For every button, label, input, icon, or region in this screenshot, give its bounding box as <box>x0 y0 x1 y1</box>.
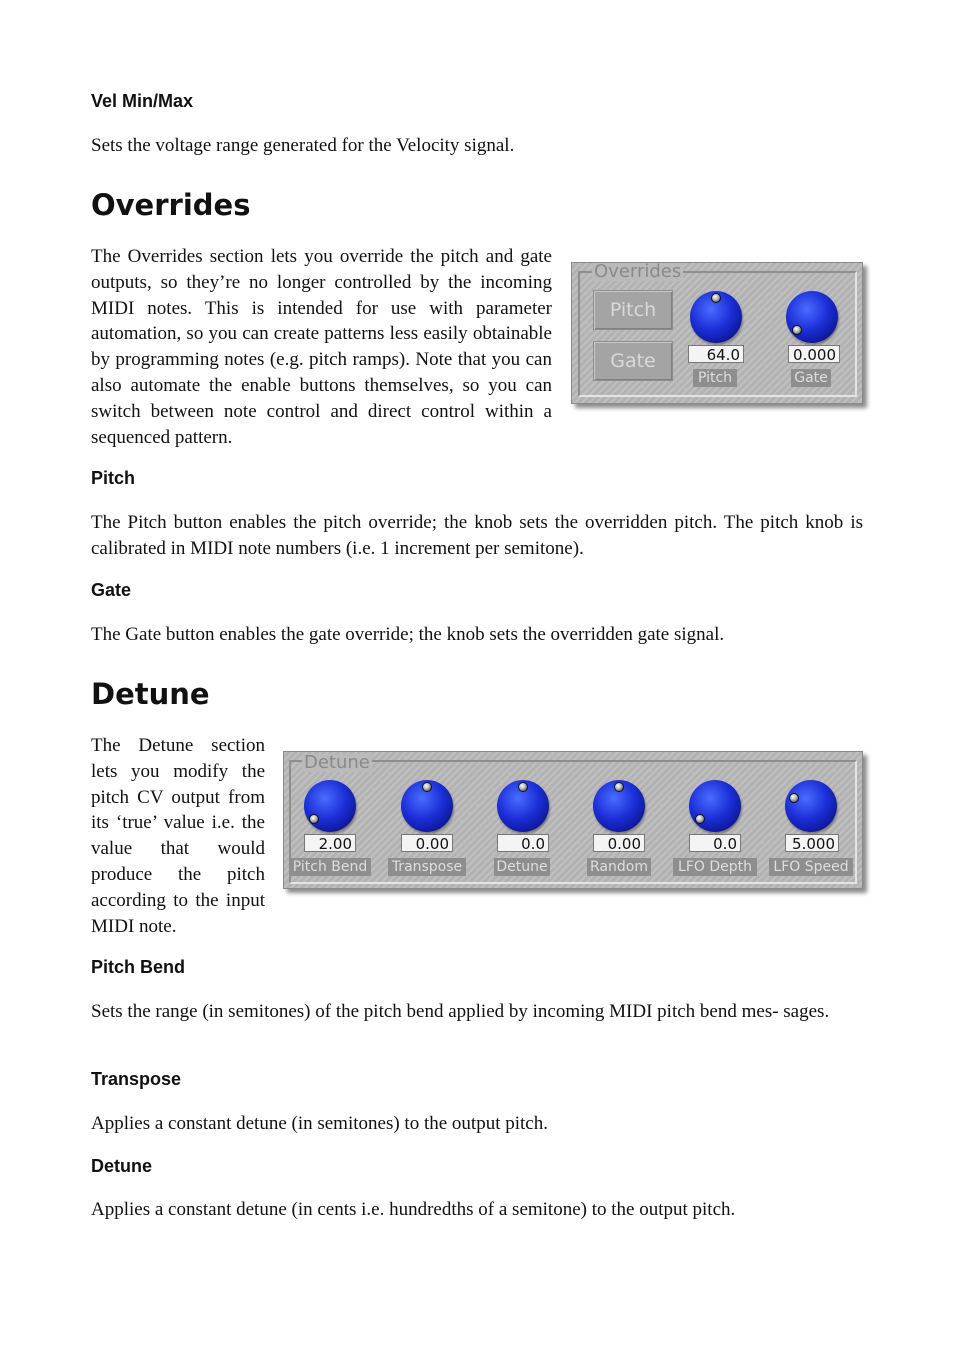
knob-indicator-icon <box>518 782 528 792</box>
pitch-bend-text: Sets the range (in semitones) of the pitch bend applied by incoming MIDI pitch bend mes- sages. <box>91 1001 830 1022</box>
gate-knob-label: Gate <box>791 369 831 387</box>
transpose-text: Applies a constant detune (in semitones) to the output pitch. <box>91 1113 548 1134</box>
vel-min-max-text: Sets the voltage range generated for the Velocity signal. <box>91 135 515 156</box>
detune-label: Detune <box>494 858 550 876</box>
gate-knob[interactable] <box>786 291 838 343</box>
transpose-label: Transpose <box>388 858 466 876</box>
pitch-knob[interactable] <box>690 291 742 343</box>
detune-value-field[interactable]: 0.0 <box>497 834 549 852</box>
lfo-depth-label: LFO Depth <box>673 858 757 876</box>
lfo-depth-value-field[interactable]: 0.0 <box>689 834 741 852</box>
detune-param-text: Applies a constant detune (in cents i.e. hundredths of a semitone) to the output pitch. <box>91 1199 736 1220</box>
overrides-panel <box>571 262 863 404</box>
gate-override-button[interactable]: Gate <box>593 341 673 381</box>
knob-indicator-icon <box>711 293 721 303</box>
heading-overrides: Overrides <box>91 188 251 222</box>
heading-transpose: Transpose <box>91 1069 182 1089</box>
pitch-text: The Pitch button enables the pitch override; the knob sets the overridden pitch. The pitch knob is calibrated in MIDI note numbers (i.e. 1 increment per semitone). <box>91 512 863 559</box>
knob-indicator-icon <box>422 782 432 792</box>
lfo-depth-knob[interactable] <box>689 780 741 832</box>
knob-indicator-icon <box>309 814 319 824</box>
transpose-value-field[interactable]: 0.00 <box>401 834 453 852</box>
overrides-intro: The Overrides section lets you override the pitch and gate outputs, so they’re no longer controlled by the incoming MIDI notes. This is intended for use with parameter automation, so you can create patterns less easily obtainable by programming notes (e.g. pitch ramps). Note that you can also automate the enable buttons themselves, so you can switch between note control and direct control within a sequenced pattern. <box>91 246 552 448</box>
detune-panel-title: Detune <box>304 752 370 773</box>
heading-gate: Gate <box>91 580 132 600</box>
overrides-panel-title: Overrides <box>594 261 682 282</box>
gate-value-field[interactable]: 0.000 <box>788 345 840 363</box>
knob-indicator-icon <box>614 782 624 792</box>
knob-indicator-icon <box>792 325 802 335</box>
pitch-knob-label: Pitch <box>693 369 737 387</box>
knob-indicator-icon <box>789 793 799 803</box>
knob-indicator-icon <box>695 814 705 824</box>
lfo-speed-knob[interactable] <box>785 780 837 832</box>
detune-panel <box>283 751 863 889</box>
pitch-value-field[interactable]: 64.0 <box>688 345 744 363</box>
heading-detune: Detune <box>91 677 210 711</box>
random-label: Random <box>587 858 651 876</box>
transpose-knob[interactable] <box>401 780 453 832</box>
pitch-bend-knob[interactable] <box>304 780 356 832</box>
detune-knob[interactable] <box>497 780 549 832</box>
pitch-bend-value-field[interactable]: 2.00 <box>304 834 356 852</box>
lfo-speed-label: LFO Speed <box>769 858 853 876</box>
random-value-field[interactable]: 0.00 <box>593 834 645 852</box>
heading-pitch: Pitch <box>91 468 136 488</box>
detune-intro: The Detune section lets you modify the pitch CV output from its ‘true’ value i.e. the value that would produce the pitch according to the input MIDI note. <box>91 735 265 937</box>
heading-detune-param: Detune <box>91 1156 153 1176</box>
pitch-bend-label: Pitch Bend <box>289 858 371 876</box>
random-knob[interactable] <box>593 780 645 832</box>
heading-pitch-bend: Pitch Bend <box>91 957 186 977</box>
gate-text: The Gate button enables the gate override; the knob sets the overridden gate signal. <box>91 624 725 645</box>
lfo-speed-value-field[interactable]: 5.000 <box>785 834 839 852</box>
heading-vel-min-max: Vel Min/Max <box>91 91 194 111</box>
pitch-override-button[interactable]: Pitch <box>593 290 673 330</box>
